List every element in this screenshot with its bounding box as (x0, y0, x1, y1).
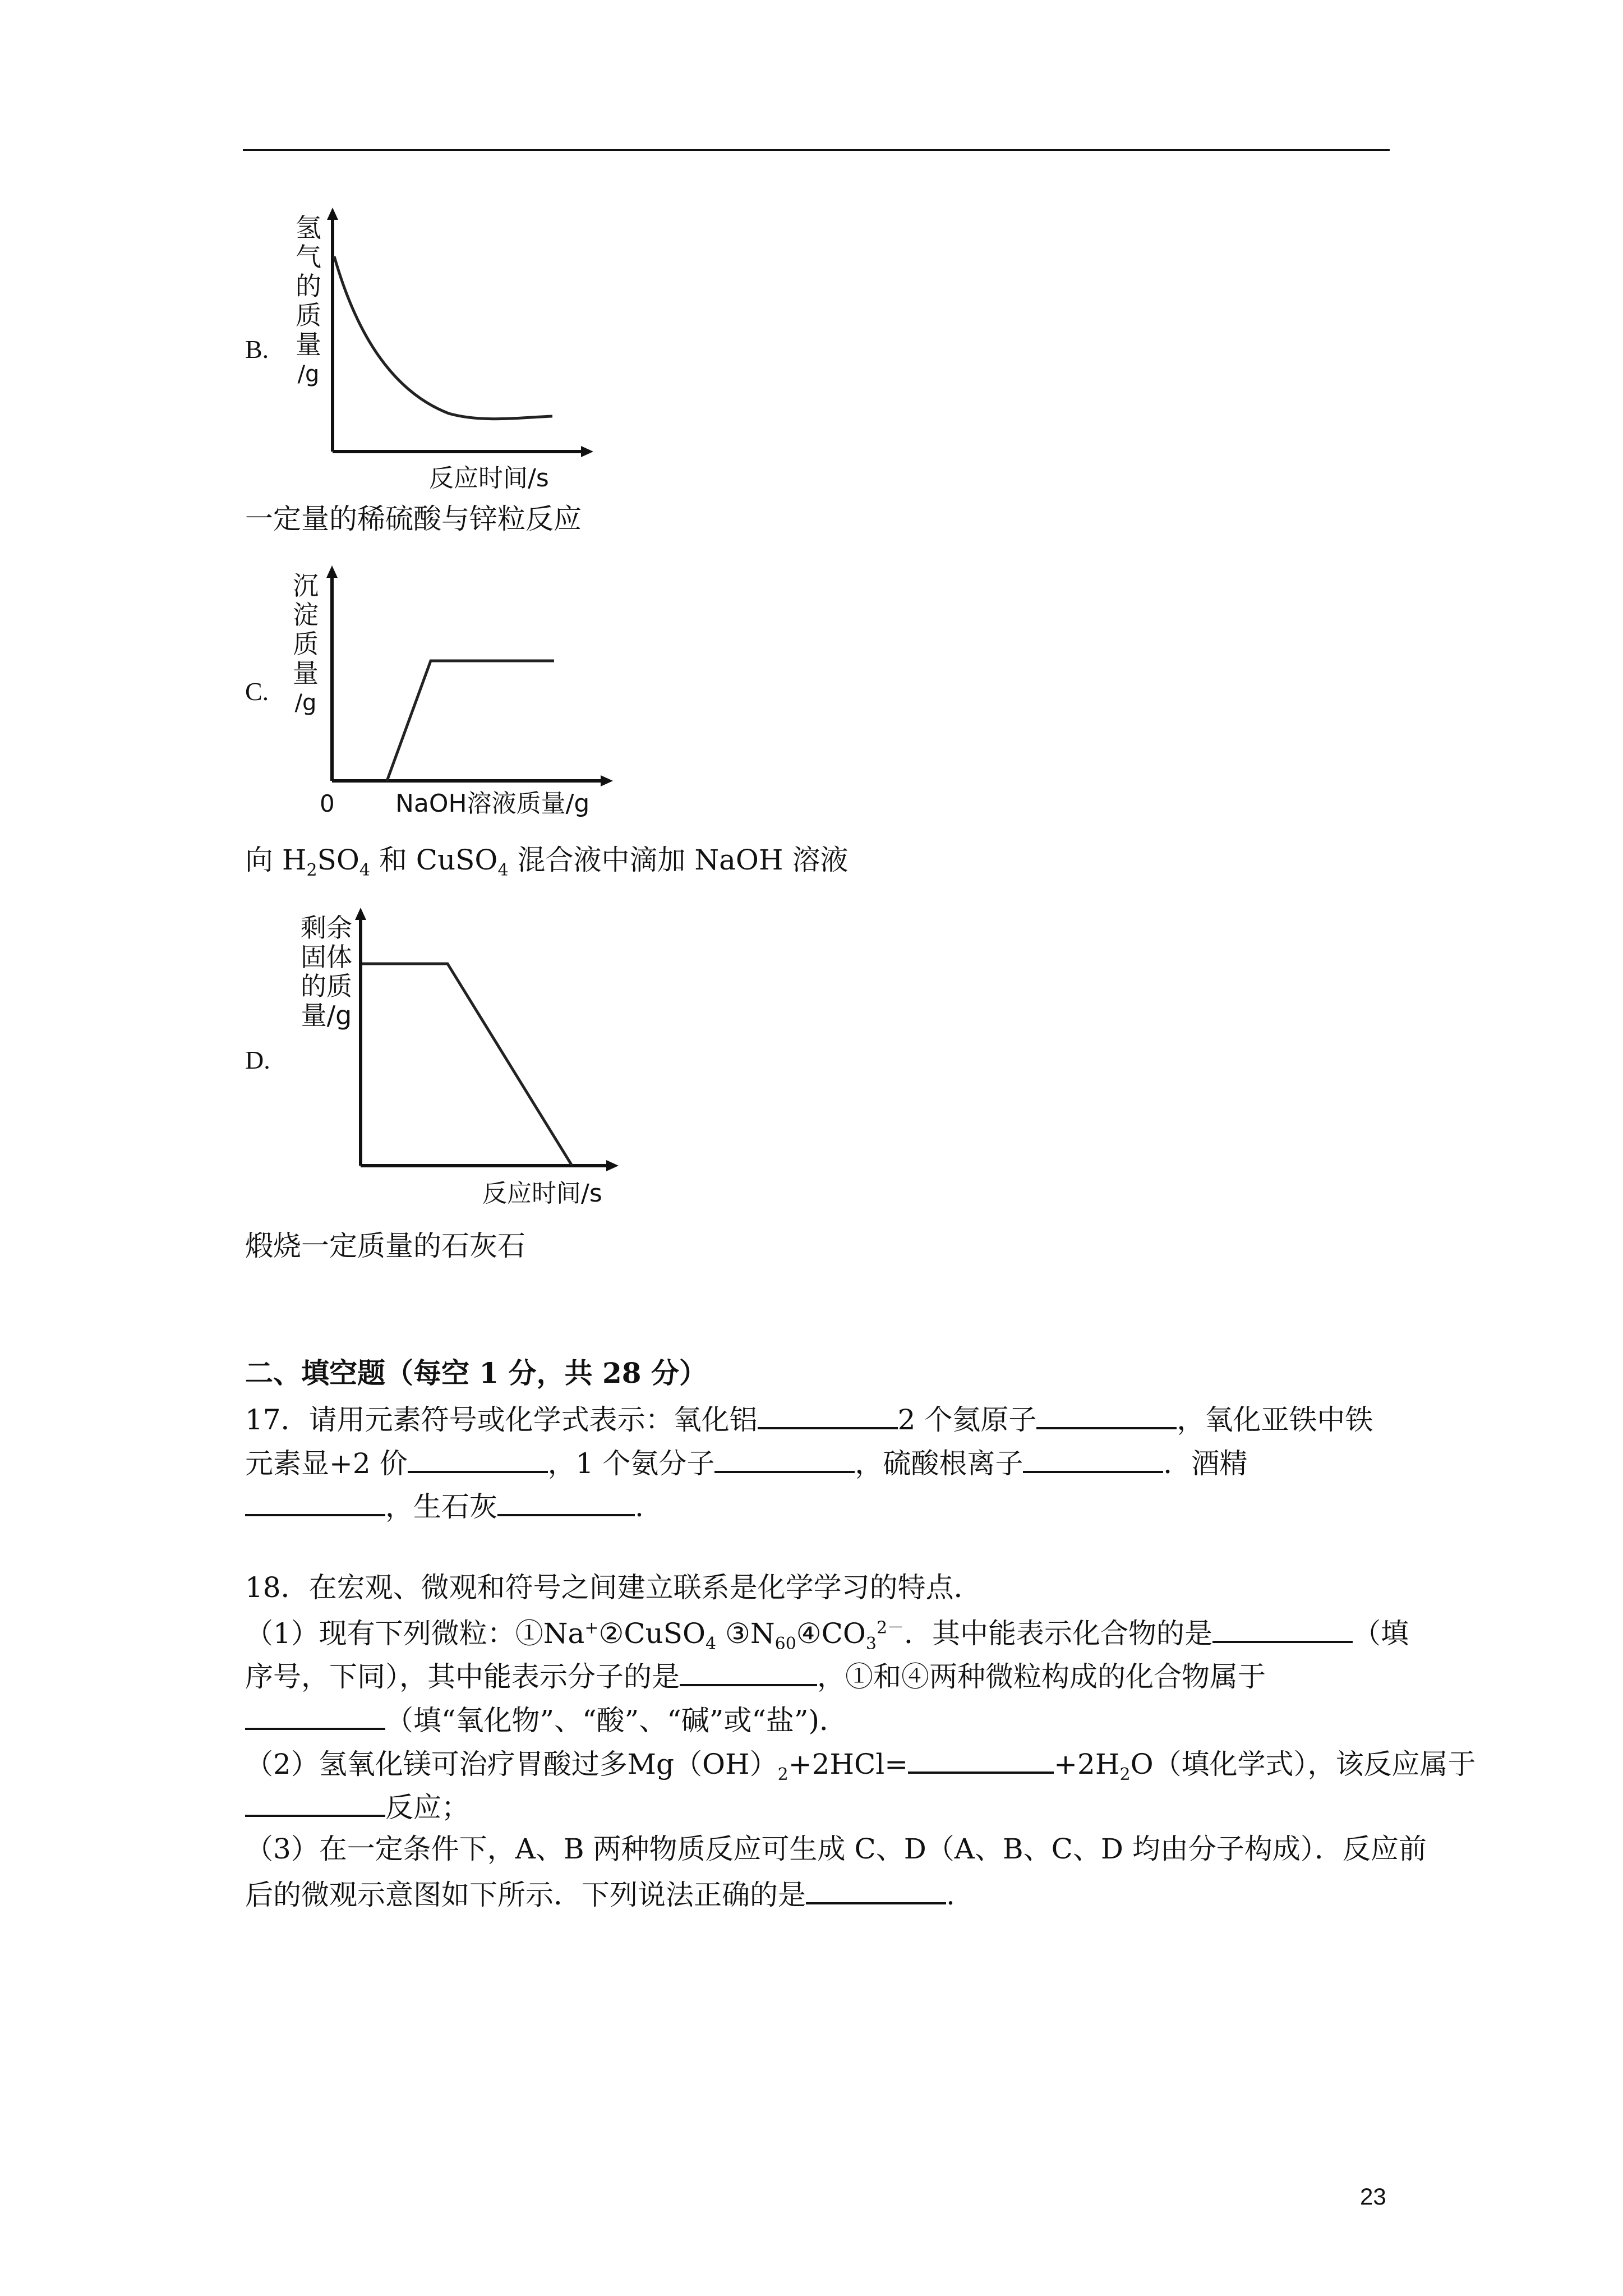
q18-p2-line-1: （2）氢氧化镁可治疗胃酸过多$Mg(OH)_2+2HCl= +2H_2O$（填化学式），该反应属于 (245, 1748, 1476, 1784)
chart-b (286, 203, 600, 495)
y-label-char: 淀 (293, 600, 319, 630)
chart-c (286, 561, 623, 825)
q18-p2-line-2: 反应； (245, 1791, 469, 1821)
q17-line-1: 17．请用元素符号或化学式表示：氧化铝 2 个氦原子 ，氧化亚铁中铁 (245, 1404, 1373, 1436)
chart-d (286, 903, 634, 1217)
header-rule (243, 149, 1390, 151)
option-c-letter: C. (245, 677, 269, 706)
answer-blank[interactable] (1023, 1447, 1163, 1473)
y-label-unit: /g (294, 690, 317, 716)
option-b-caption: 一定量的稀硫酸与锌粒反应 (245, 503, 582, 535)
y-label-line: 剩余 (301, 913, 352, 943)
y-label-char: 量 (293, 658, 319, 688)
section-title: 二、填空题（每空 1 分，共 28 分） (245, 1356, 707, 1389)
answer-blank[interactable] (1212, 1617, 1353, 1643)
answer-blank[interactable] (245, 1490, 385, 1516)
y-label-char: 的 (296, 271, 321, 301)
q18-intro: 18．在宏观、微观和符号之间建立联系是化学学习的特点． (245, 1571, 982, 1604)
q18-p1-line-1: （1）现有下列微粒：①Na+②CuSO$_4$ $③N_{60}④CO_3^{2-}$．其中能表示化合物的是 （填 (245, 1617, 1409, 1654)
q17-line-2: 元素显+2 价 ，1 个氨分子 ，硫酸根离子 ．酒精 (245, 1447, 1248, 1480)
y-label-unit: /g (297, 361, 320, 387)
answer-blank[interactable] (245, 1704, 385, 1730)
answer-blank[interactable] (408, 1447, 548, 1473)
y-label-char: 沉 (293, 570, 319, 601)
y-axis-arrow (326, 565, 338, 578)
q18-p3-line-2: 后的微观示意图如下所示．下列说法正确的是 . (245, 1879, 955, 1911)
page-number: 23 (1360, 2183, 1386, 2210)
x-axis-arrow (581, 446, 593, 457)
answer-blank[interactable] (680, 1660, 817, 1686)
x-label: 反应时间/s (429, 464, 549, 493)
x-label: NaOH溶液质量/g (395, 789, 590, 818)
series-line (362, 964, 572, 1166)
option-d-caption: 煅烧一定质量的石灰石 (245, 1230, 525, 1262)
y-label-line: 量/g (301, 1000, 352, 1030)
series-line (387, 661, 554, 781)
y-label-char: 质 (293, 629, 319, 659)
y-axis-arrow (355, 908, 366, 920)
y-label-char: 质 (296, 300, 321, 330)
series-line (334, 256, 552, 419)
y-label-char: 气 (296, 242, 321, 272)
answer-blank[interactable] (908, 1748, 1054, 1774)
option-d-letter: D. (245, 1046, 270, 1074)
answer-blank[interactable] (497, 1490, 635, 1516)
x-axis-arrow (606, 1160, 619, 1171)
origin-label: 0 (320, 790, 335, 817)
q18-p3-line-1: （3）在一定条件下，A、B 两种物质反应可生成 C、D（A、B、C、D 均由分子构成）．反应前 (245, 1833, 1427, 1865)
option-b-letter: B. (245, 335, 269, 364)
option-c-caption: 向 $H_2SO_4$ 和 CuSO$_4$ 混合液中滴加 NaOH 溶液 (245, 844, 849, 880)
q17-line-3: ，生石灰 . (245, 1490, 644, 1521)
answer-blank[interactable] (758, 1404, 898, 1429)
q18-p1-line-2: 序号，下同），其中能表示分子的是 ，①和④两种微粒构成的化合物属于 (245, 1660, 1266, 1693)
y-axis-arrow (327, 208, 338, 220)
answer-blank[interactable] (1036, 1404, 1177, 1429)
answer-blank[interactable] (245, 1791, 385, 1817)
y-label-line: 固体 (301, 942, 352, 972)
answer-blank[interactable] (714, 1447, 855, 1473)
y-label-char: 量 (296, 329, 321, 360)
answer-blank[interactable] (806, 1879, 946, 1904)
y-label-char: 氢 (296, 213, 321, 243)
y-label-line: 的质 (301, 971, 352, 1001)
q18-p1-line-3: （填“氧化物”、“酸”、“碱”或“盐”)． (245, 1704, 847, 1734)
x-label: 反应时间/s (482, 1179, 602, 1208)
x-axis-arrow (601, 775, 613, 786)
